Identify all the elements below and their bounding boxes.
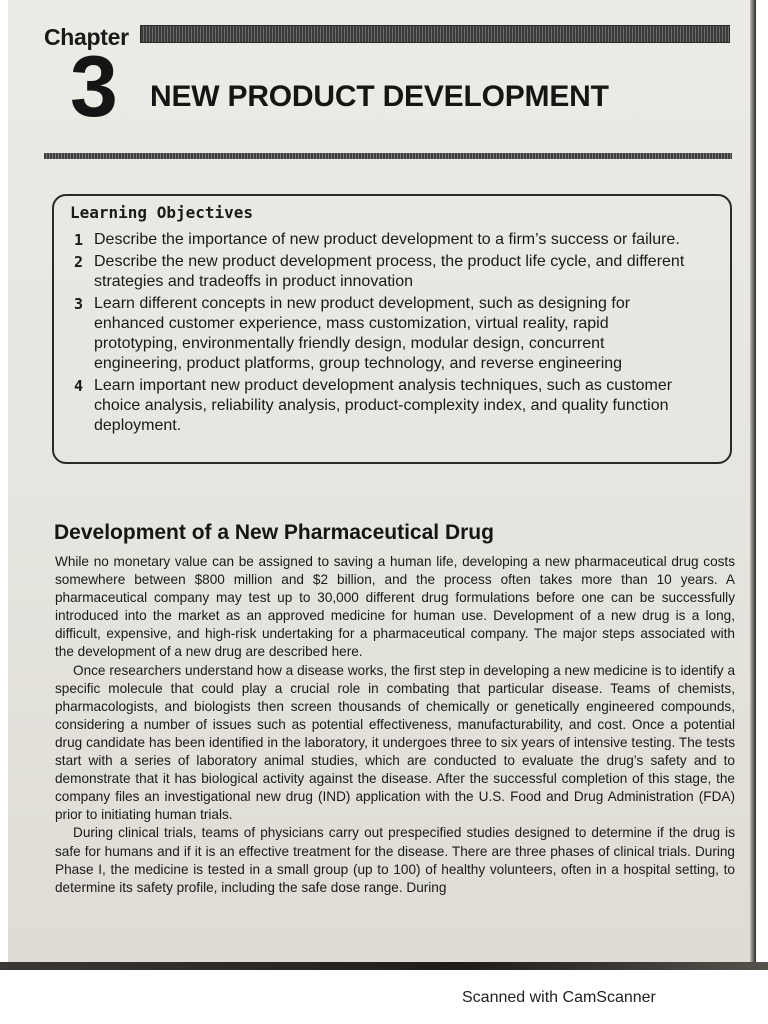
objective-item (74, 294, 694, 374)
objective-number: 1 (74, 231, 84, 249)
body-paragraph: During clinical trials, teams of physicians carry out prespecified studies designed to determine if the drug is safe for humans and if it is an effective treatment for the disease. There are three phases of clinical trials. During Phase I, the medicine is tested in a small group (up to 100) of healthy volunteers, often in a hospital setting, to determine its safety profile, including the safe dose range. During (55, 825, 735, 895)
objective-text: Describe the importance of new product development to a firm’s success or failure. (94, 231, 680, 248)
objective-item (74, 376, 694, 436)
page-bottom-shadow (0, 962, 768, 970)
body-paragraph: Once researchers understand how a disease works, the first step in developing a new medicine is to identify a specific molecule that could play a crucial role in combating that particular disease. Teams of chemists, pharmacologists, and biologists then screen thousands of chemically or genetically engineered compounds, considering a number of issues such as potential effectiveness, manufacturability, and cost. Once a potential drug candidate has been identified in the laboratory, it undergoes three to six years of intensive testing. The tests start with a series of laboratory animal studies, which are conducted to evaluate the drug’s safety and to demonstrate that it has biological activity against the disease. After the successful completion of this stage, the company files an investigational new drug (IND) application with the U.S. Food and Drug Administration (FDA) prior to initiating human trials. (55, 662, 735, 823)
objective-number: 3 (74, 295, 84, 313)
section-body (55, 553, 735, 897)
objective-text: Describe the new product development process, the product life cycle, and different strategies and tradeoffs in product innovation (94, 253, 685, 290)
scanner-watermark-text: Scanned with CamScanner (462, 989, 656, 1006)
objective-text: Learn important new product development analysis techniques, such as customer choice analysis, reliability analysis, product-complexity index, and quality function deployment. (94, 377, 673, 434)
chapter-number: 3 (70, 39, 118, 135)
body-paragraph: While no monetary value can be assigned to saving a human life, developing a new pharmaceutical drug costs somewhere between $800 million and $2 billion, and the process often takes more than 10 years. A pharmaceutical company may test up to 30,000 different drug formulations before one can be successfully introduced into the market as an approved medicine for human use. Development of a new drug is a long, difficult, expensive, and high-risk undertaking for a pharmaceutical company. The major steps associated with the development of a new drug are described here. (55, 554, 735, 660)
header-divider (44, 153, 732, 159)
learning-objectives-heading: Learning Objectives (70, 203, 254, 222)
objective-text: Learn different concepts in new product development, such as designing for enhanced customer experience, mass customization, virtual reality, rapid prototyping, environmentally friendly design, modular design, concurrent engineering, product platforms, group technology, and reverse engineering (94, 295, 631, 372)
chapter-header-bar (140, 25, 730, 43)
objective-item (74, 252, 694, 292)
objective-number: 2 (74, 253, 84, 271)
chapter-label: Chapter (44, 24, 129, 50)
objective-item (74, 230, 694, 250)
section-title: Development of a New Pharmaceutical Drug (54, 521, 494, 544)
objective-number: 4 (74, 377, 84, 395)
page-edge-shadow (750, 0, 756, 962)
chapter-title: NEW PRODUCT DEVELOPMENT (150, 80, 609, 113)
learning-objectives-list (74, 230, 694, 438)
